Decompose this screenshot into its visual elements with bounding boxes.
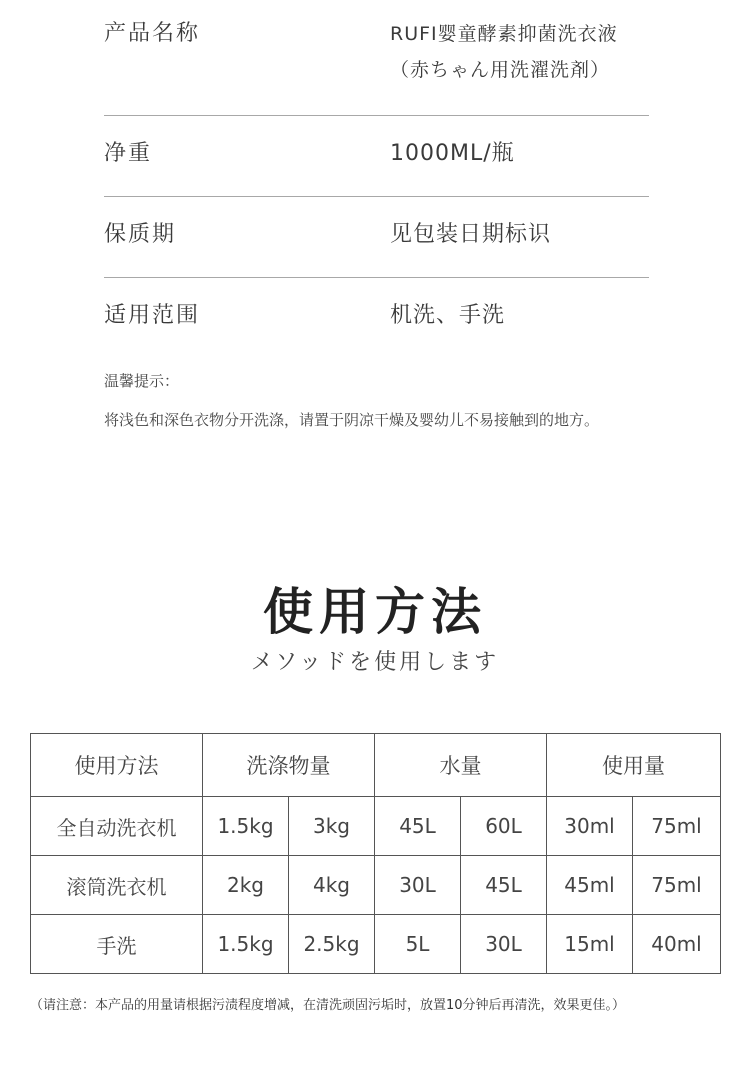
spec-row-net-weight xyxy=(104,116,649,197)
table-cell: 4kg xyxy=(289,856,375,915)
table-cell: 75ml xyxy=(633,856,721,915)
table-row xyxy=(31,856,721,915)
table-cell: 5L xyxy=(375,915,461,974)
table-cell: 45ml xyxy=(547,856,633,915)
table-header-cell: 使用量 xyxy=(547,734,721,797)
table-header-row xyxy=(31,734,721,797)
tips-title: 温馨提示： xyxy=(104,372,180,390)
spec-value xyxy=(390,16,618,88)
table-cell: 2.5kg xyxy=(289,915,375,974)
product-spec-list xyxy=(104,0,649,358)
tips-text: 将浅色和深色衣物分开洗涤，请置于阴凉干燥及婴幼儿不易接触到的地方。 xyxy=(104,411,600,429)
spec-row-product-name xyxy=(104,0,649,116)
table-cell: 1.5kg xyxy=(203,797,289,856)
table-row xyxy=(31,915,721,974)
spec-label: 保质期 xyxy=(104,222,177,247)
spec-label: 净重 xyxy=(104,141,153,166)
table-cell: 30L xyxy=(375,856,461,915)
table-cell: 40ml xyxy=(633,915,721,974)
table-header-cell: 使用方法 xyxy=(31,734,203,797)
table-cell: 15ml xyxy=(547,915,633,974)
table-cell: 45L xyxy=(461,856,547,915)
table-cell: 30ml xyxy=(547,797,633,856)
table-cell-method: 手洗 xyxy=(31,915,203,974)
spec-label: 产品名称 xyxy=(104,21,201,46)
spec-row-scope xyxy=(104,278,649,358)
usage-note: （请注意：本产品的用量请根据污渍程度增减，在清洗顽固污垢时，放置10分钟后再清洗，效果更佳。） xyxy=(30,998,626,1013)
table-cell: 3kg xyxy=(289,797,375,856)
spec-row-shelf-life xyxy=(104,197,649,278)
table-cell: 75ml xyxy=(633,797,721,856)
spec-value: 机洗、手洗 xyxy=(390,303,506,328)
table-cell-method: 全自动洗衣机 xyxy=(31,797,203,856)
spec-value: 1000ML/瓶 xyxy=(390,141,515,166)
table-cell: 30L xyxy=(461,915,547,974)
spec-value: 见包装日期标识 xyxy=(390,222,552,247)
table-cell: 45L xyxy=(375,797,461,856)
table-header-cell: 水量 xyxy=(375,734,547,797)
usage-table xyxy=(30,733,721,974)
table-row xyxy=(31,797,721,856)
usage-title: 使用方法 xyxy=(263,583,487,641)
table-cell-method: 滚筒洗衣机 xyxy=(31,856,203,915)
spec-value-line: RUFI婴童酵素抑菌洗衣液 xyxy=(390,23,618,45)
spec-value-line: （赤ちゃん用洗濯洗剤） xyxy=(390,59,611,81)
usage-subtitle: メソッドを使用します xyxy=(250,650,500,675)
table-header-cell: 洗涤物量 xyxy=(203,734,375,797)
table-cell: 1.5kg xyxy=(203,915,289,974)
table-cell: 60L xyxy=(461,797,547,856)
spec-label: 适用范围 xyxy=(104,303,201,328)
table-cell: 2kg xyxy=(203,856,289,915)
